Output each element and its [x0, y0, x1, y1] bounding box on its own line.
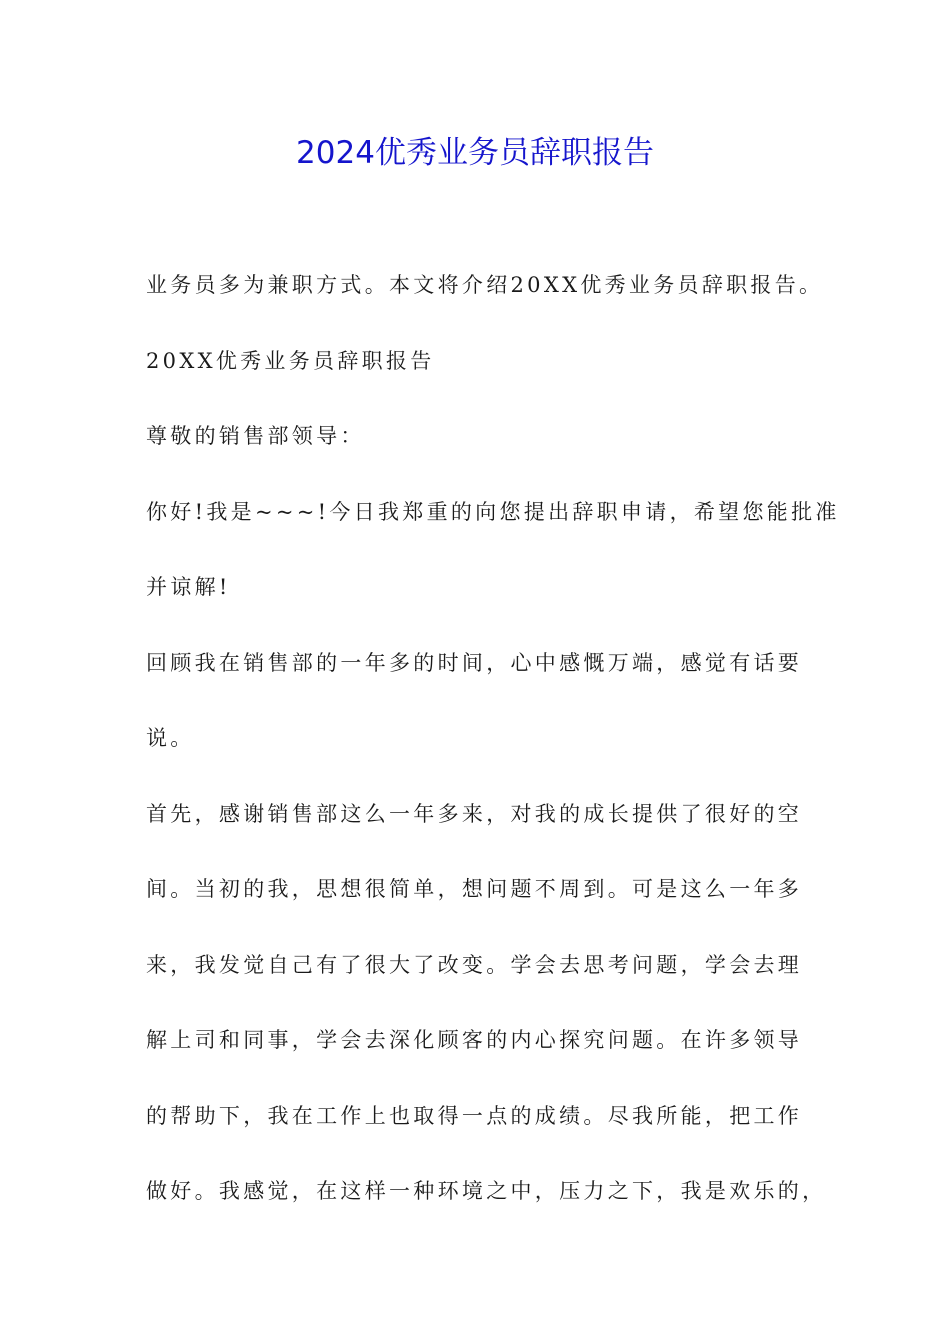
text-line: 解上司和同事，学会去深化顾客的内心探究问题。在许多领导	[146, 1028, 803, 1052]
text-line: 尊敬的销售部领导：	[146, 424, 365, 448]
text-line: 并谅解!	[146, 575, 231, 599]
text-line: 20XX优秀业务员辞职报告	[146, 348, 435, 373]
document-title: 2024优秀业务员辞职报告	[296, 135, 654, 171]
text-line: 回顾我在销售部的一年多的时间，心中感慨万端，感觉有话要	[146, 650, 803, 675]
text-line: 间。当初的我，思想很简单，想问题不周到。可是这么一年多	[146, 877, 803, 901]
text-line: 来，我发觉自己有了很大了改变。学会去思考问题，学会去理	[146, 952, 803, 977]
text-line: 业务员多为兼职方式。本文将介绍20XX优秀业务员辞职报告。	[146, 273, 824, 297]
text-line: 说。	[146, 726, 195, 750]
text-line: 你好!我是~~~!今日我郑重的向您提出辞职申请，希望您能批准	[146, 499, 840, 524]
text-line: 首先，感谢销售部这么一年多来，对我的成长提供了很好的空	[146, 801, 803, 826]
document-body	[146, 260, 840, 1242]
text-line: 的帮助下，我在工作上也取得一点的成绩。尽我所能，把工作	[146, 1103, 803, 1128]
text-line: 做好。我感觉，在这样一种环境之中，压力之下，我是欢乐的，	[146, 1179, 827, 1203]
